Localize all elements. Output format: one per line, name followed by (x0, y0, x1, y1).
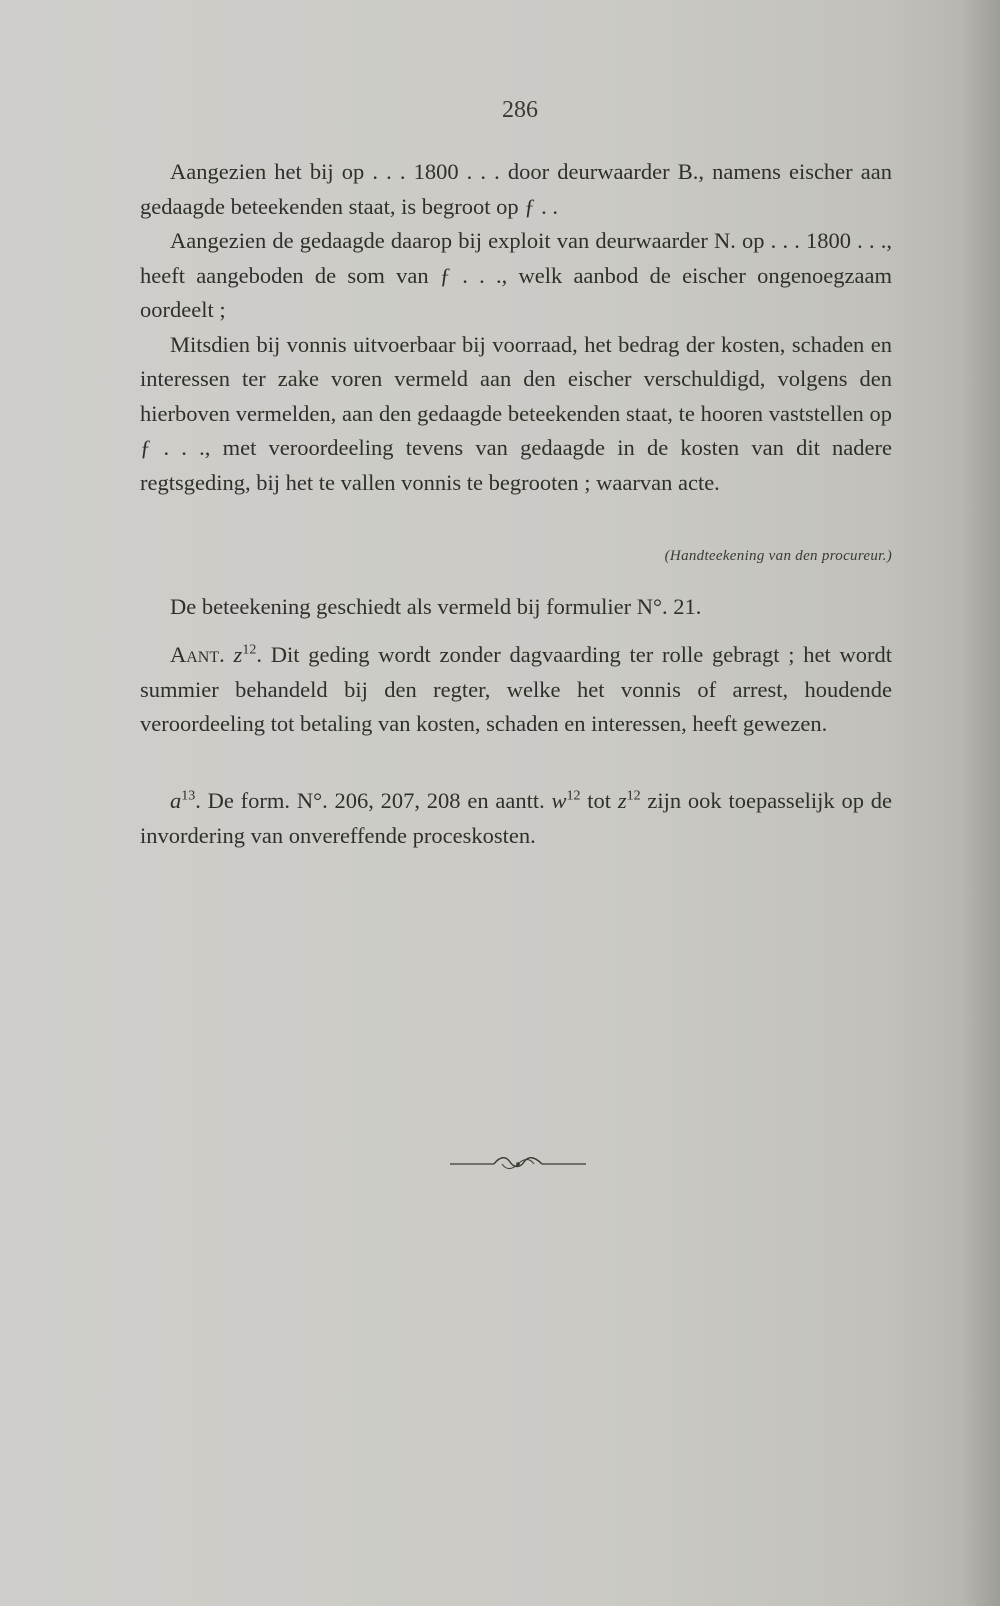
paragraph-mitsdien: Mitsdien bij vonnis uitvoerbaar bij voorraad, het bedrag der kosten, schaden en interessen ter zake voren vermeld aan den eischer verschuldigd, volgens den hierboven vermelden, aan den gedaagde beteekenden staat, te hooren vaststellen op ƒ . . ., met veroordeeling tevens van gedaagde in de kosten van dit nadere regtsgeding, bij het te vallen vonnis te begrooten ; waarvan acte. (140, 331, 892, 495)
aant-ref: z (233, 642, 243, 667)
a13-text-1: . De form. N°. 206, 207, 208 en aantt. (195, 788, 552, 813)
a13-text-2: tot (580, 788, 618, 813)
a13-text-3: zijn ook toepasselijk op de invordering van onvereffende proceskosten. (140, 788, 892, 848)
paragraph-betekening: De beteekening geschiedt als vermeld bij formulier N°. 21. (170, 594, 702, 619)
aant-ref-sup: 12 (242, 642, 257, 658)
a13-note (140, 784, 892, 853)
a13-ref: a (170, 788, 182, 813)
paragraph-aant (140, 638, 892, 742)
a13-ref-3-sup: 12 (626, 788, 641, 804)
paragraph-a13 (140, 784, 892, 853)
betekening-text (140, 590, 892, 625)
a13-ref-3: z (617, 788, 627, 813)
aant-label: Aant. (170, 642, 225, 667)
signature-note: (Handteekening van den procureur.) (664, 548, 892, 564)
a13-ref-2-sup: 12 (566, 788, 581, 804)
decorative-flourish-icon (448, 1152, 588, 1176)
a13-ref-2: w (551, 788, 567, 813)
aant-note (140, 638, 892, 742)
main-text (140, 155, 892, 500)
paragraph-aangezien-2: Aangezien de gedaagde daarop bij exploit van deurwaarder N. op . . . 1800 . . ., heeft aangeboden de som van ƒ . . ., welk aanbod de eischer ongenoegzaam oordeelt ; (140, 228, 892, 322)
paragraph-aangezien-1: Aangezien het bij op . . . 1800 . . . door deurwaarder B., namens eischer aan gedaagde beteekenden staat, is begroot op ƒ . . (140, 159, 892, 219)
page-number: 286 (502, 97, 538, 123)
a13-ref-sup: 13 (181, 788, 196, 804)
aant-text: . Dit geding wordt zonder dagvaarding ter rolle gebragt ; het wordt summier behandeld bij den regter, welke het vonnis of arrest, houdende veroordeeling tot betaling van kosten, schaden en interessen, heeft gewezen. (140, 642, 893, 736)
